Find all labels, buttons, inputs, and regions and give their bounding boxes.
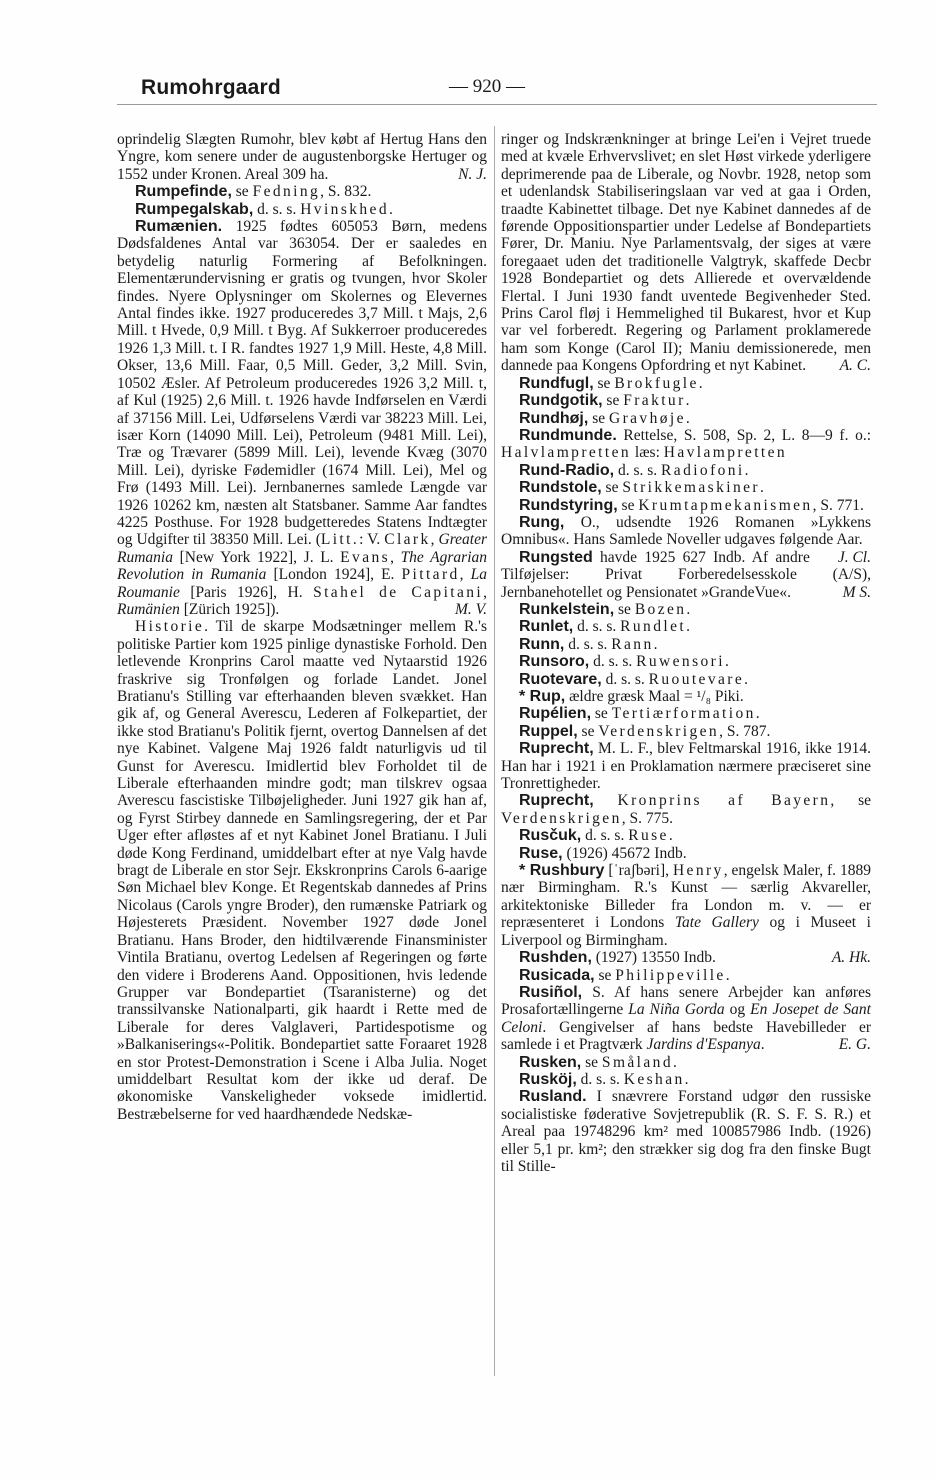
headword: Rundmunde.: [519, 426, 617, 444]
headword: Rundstole,: [519, 479, 602, 497]
entry-rumaenien-cont: ringer og Indskrænkninger at bringe Lei'en i Vejret truede med at kvæle Erhvervslivet; en slet Høst virkede yderligere deprimerende paa de Liberale, og Novbr. 1928, netop som et udenlandsk Stabiliseringslaan var ved at gaa i Orden, traadte Kabinettet tilbage. Det nye Kabinet dannedes af de førende Oppositionspartier under Ledelse af Bondepartiets Fører, Dr. Maniu. Nye Parlamentsvalg, der siges at være foregaaet uden det traditionelle Valgtryk, skaffede Decbr 1928 Bondepartiet og dets Allierede et overvældende Flertal. I Juni 1930 fandt uventede Begivenheder Sted. Prins Carol fløj i Hemmelighed til Bukarest, hvor et Kup var vel forberedt. Regering og Parlament proklamerede ham som Konge (Carol II); Maniu demissionerede, men dannede paa Kongens Opfordring et nyt Kabinet. A. C.: [501, 131, 871, 375]
section-label: Historie: [135, 618, 205, 636]
entry-rushbury: * Rushbury [ˈraʃbəri], Henry, engelsk Maler, f. 1889 nær Birmingham. R.'s Kunst — særlig Akvareller, arkitektoniske Billeder fra London m. v. — er repræsenteret i Londons Tate Gallery og i Museet i Liverpool og Birmingham.: [501, 862, 872, 949]
right-column: [501, 131, 871, 1175]
cross-reference: Fraktur: [623, 392, 686, 410]
entry-rundmunde: Rundmunde. Rettelse, S. 508, Sp. 2, L. 8—9 f. o.: Halvlampretten læs: Havlampretten: [501, 426, 871, 462]
cross-reference: Rundlet: [620, 618, 687, 636]
headword: Ruse,: [519, 844, 563, 862]
headword: Rupélien,: [519, 705, 592, 723]
headword: Rusköj,: [519, 1070, 577, 1088]
headword: * Rushbury: [519, 862, 605, 880]
entry-ruotevare: Ruotevare, d. s. s. Ruoutevare.: [519, 670, 748, 688]
headword: Runkelstein,: [519, 600, 615, 618]
entry-runkelstein: Runkelstein, se Bozen.: [519, 600, 691, 618]
entry-ruscuk: Rusčuk, d. s. s. Ruse.: [519, 827, 673, 845]
headword: Ruprecht,: [519, 792, 594, 810]
entry-runlet: Runlet, d. s. s. Rundlet.: [519, 618, 690, 636]
headword: Runsoro,: [519, 653, 590, 671]
entry-rusken: Rusken, se Småland.: [519, 1053, 677, 1071]
page-number: — 920 —: [449, 76, 525, 97]
entry-rundstole: Rundstole, se Strikkemaskiner.: [519, 479, 764, 497]
cross-reference: Krumtapmekanismen: [638, 496, 813, 514]
cross-reference: Hvinskhed: [300, 200, 389, 218]
entry-ruppel: Ruppel, se Verdenskrigen, S. 787.: [519, 722, 771, 740]
headword: Rushden,: [519, 949, 592, 967]
cross-reference: Verdenskrigen: [598, 722, 720, 740]
entry-rung: Rung, O., udsendte 1926 Romanen »Lykkens Omnibus«. Hans Samlede Noveller udgaves følgende Aar. J. Cl.: [501, 513, 871, 566]
entry-runsoro: Runsoro, d. s. s. Ruwensori.: [519, 653, 729, 671]
entry-ruse: Ruse, (1926) 45672 Indb.: [519, 844, 687, 862]
headword: Rusland.: [519, 1088, 587, 1106]
entry-rumohrgaard-cont: oprindelig Slægten Rumohr, blev købt af Hertug Hans den Yngre, kom senere under de augustenborgske Hertuger og 1552 under Kronen. Areal 309 ha. N. J.: [117, 131, 487, 183]
left-column: [117, 131, 487, 1123]
author-signature: N. J.: [458, 165, 487, 183]
cross-reference: Fedning: [252, 183, 321, 201]
entry-rundhoj: Rundhøj, se Gravhøje.: [519, 409, 690, 427]
entry-ruprecht-2: Ruprecht, Kronprins af Bayern, se Verdenskrigen, S. 775.: [501, 792, 871, 827]
headword: Rusken,: [519, 1053, 582, 1071]
headword: Rumænien.: [135, 218, 223, 236]
cross-reference: Ruse: [628, 827, 669, 845]
author-signature: J. Cl.: [837, 548, 871, 566]
entry-rupelien: Rupélien, se Tertiærformation.: [519, 705, 760, 723]
cross-reference: Keshan: [623, 1070, 685, 1088]
cross-reference: Tertiærformation: [611, 705, 756, 723]
entry-rundgotik: Rundgotik, se Fraktur.: [519, 392, 690, 410]
headword: Rumpefinde,: [135, 183, 232, 201]
headword: Ruotevare,: [519, 670, 602, 688]
cross-reference: Strikkemaskiner: [622, 479, 760, 497]
page-header: [117, 72, 877, 106]
headword: Ruprecht,: [519, 740, 594, 758]
entry-ruprecht-1: Ruprecht, M. L. F., blev Feltmarskal 1916, ikke 1914. Han har i 1921 i en Proklamation nærmere præciseret sine Tronrettigheder.: [501, 740, 871, 793]
column-divider: [494, 126, 495, 1376]
entry-rumaenien: Rumænien. 1925 fødtes 605053 Børn, medens Dødsfaldenes Antal var 363054. Der er saaledes en betydelig naturlig Formering af Befolkningen. Elementærundervisning er gratis og tvungen, hvor Skoler findes. Nyere Oplysninger om Skolernes og Elevernes Antal findes ikke. 1927 produceredes 3,7 Mill. t Majs, 2,6 Mill. t Hvede, 0,9 Mill. t Byg. Af Sukkerroer produceredes 1926 1,3 Mill. t. I R. fandtes 1927 1,9 Mill. Heste, 4,8 Mill. Okser, 13,6 Mill. Faar, 0,5 Mill. Geder, 3,2 Mill. Svin, 10502 Æsler. Af Petroleum produceredes 1926 3,2 Mill. t, af Kul (1925) 2,6 Mill. t. 1926 havde Indførselen en Værdi af 37156 Mill. Lei, Udførselens Værdi var 38223 Mill. Lei, især Korn (14090 Mill. Lei), Petroleum (9481 Mill. Lei), Træ og Trævarer (5899 Mill. Lei), levende Kvæg (3070 Mill. Lei), dyriske Fødemidler (1674 Mill. Lei), Mel og Frø (1493 Mill. Lei). Jernbanernes samlede Længde var 1926 10262 km, næsten alt Statsbaner. Samme Aar fandtes 4225 Posthuse. For 1928 budgetteredes Statens Indtægter og Udgifter til 38350 Mill. Lei. (Litt.: V. Clark, Greater Rumania [New York 1922], J. L. Evans, The Agrarian Revolution in Rumania [London 1924], E. Pittard, La Roumanie [Paris 1926], H. Stahel de Capitani, Rumänien [Zürich 1925]). M. V.: [117, 218, 488, 618]
headword: Rusicada,: [519, 966, 595, 984]
entry-rumpegalskab: Rumpegalskab, d. s. s. Hvinskhed.: [135, 200, 393, 218]
headword: Rusčuk,: [519, 827, 582, 845]
entry-rusicada: Rusicada, se Philippeville.: [519, 966, 730, 984]
headword: Rusiñol,: [519, 983, 583, 1001]
cross-reference: Ruwensori: [636, 653, 725, 671]
cross-reference: Philippeville: [615, 966, 726, 984]
headword: Rundfugl,: [519, 374, 594, 392]
headword: Rundhøj,: [519, 409, 589, 427]
entry-runn: Runn, d. s. s. Rann.: [519, 635, 658, 653]
entry-ruskoj: Rusköj, d. s. s. Keshan.: [519, 1070, 689, 1088]
running-title: Rumohrgaard: [141, 76, 281, 99]
entry-rushden: Rushden, (1927) 13550 Indb. A. Hk.: [519, 949, 871, 967]
headword: Rund-Radio,: [519, 461, 615, 479]
entry-rup: * Rup, ældre græsk Maal = ¹/₈ Piki.: [519, 688, 744, 705]
headword: * Rup,: [519, 688, 566, 705]
entry-rund-radio: Rund-Radio, d. s. s. Radiofoni.: [519, 461, 749, 479]
headword: Runlet,: [519, 618, 574, 636]
cross-reference: Radiofoni: [661, 461, 745, 479]
author-signature: M S.: [842, 583, 871, 601]
cross-reference: Gravhøje: [608, 409, 686, 427]
headword: Rumpegalskab,: [135, 200, 254, 218]
headword: Rungsted: [519, 548, 593, 566]
entry-rumaenien-historie: Historie. Til de skarpe Modsætninger mellem R.'s politiske Partier kom 1925 pinlige dynastiske Forhold. Den letlevende Kronprins Carol maatte ved Nytaarstid 1926 fraskrive sig Tronfølgen og forlade Landet. Jonel Bratianu's Stilling var efterhaanden bleven svækket. Han gik af, og General Averescu, Lederen af Folkepartiet, der ikke stod Bratianu's Politik fjernt, overtog Dannelsen af det nye Kabinet. Valgene Maj 1926 faldt naturligvis ud til Gunst for Averescu. Imidlertid blev Forholdet til de Liberale efterhaanden mindre godt; man tilskrev ogsaa Averescu fascistiske Tilbøjeligheder. Juni 1927 gik han af, og Fyrst Stirbey dannede en Samlingsregering, der et Par Uger efter afløstes af et nyt Kabinet Jonel Bratianu. I Juli døde Kong Ferdinand, umiddelbart efter at nye Valg havde bragt de Liberale en stor Sejr. Ekskronprins Carols 6-aarige Søn Michael blev Konge. Et Regentskab dannedes af Prins Nicolaus (Carols yngre Broder), den rumænske Patriark og Højesterets Præsident. November 1927 døde Jonel Bratianu. Hans Broder, den hidtilværende Finansminister Vintila Bratianu, overtog Ledelsen af Regeringen og førte den videre i Broderens Aand. Oppositionen, hvis ledende Grupper var Bondepartiet (Tsaranisterne) og det transsilvanske Nationalparti, gik haardt i Rette med de Liberale for deres Valglaveri, Partidespotisme og »Balkaniserings«-Politik. Bondepartiet satte Foraaret 1928 en stor Protest-Demonstration i Scene i Alba Julia. Noget umiddelbart Resultat kom der ikke ud deraf. De økonomiske Vanskeligheder voksede imidlertid. Bestræbelserne for ved haardhændede Nedskæ-: [117, 618, 487, 1123]
cross-reference: Verdenskrigen: [501, 809, 622, 827]
entry-rundstyring: Rundstyring, se Krumtapmekanismen, S. 771.: [519, 496, 864, 514]
author-signature: A. Hk.: [831, 949, 871, 967]
headword: Rung,: [519, 513, 565, 531]
entry-rusinol: Rusiñol, S. Af hans senere Arbejder kan anføres Prosafortællingerne La Niña Gorda og En Josepet de Sant Celoni. Gengivelser af hans bedste Havebilleder er samlede i et Pragtværk Jardins d'Espanya. E. G.: [501, 983, 871, 1054]
headword: Rundstyring,: [519, 496, 618, 514]
cross-reference: Rann: [611, 635, 654, 653]
entry-rungsted: Rungsted havde 1925 627 Indb. Af andre Tilføjelser: Privat Forberedelsesskole (A/S), Jernbanehotellet og Pensionatet »GrandeVue«. M S.: [501, 548, 871, 601]
cross-reference: Småland: [601, 1053, 673, 1071]
entry-rusland: Rusland. I snævrere Forstand udgør den russiske socialistiske føderative Sovjetrepublik (R. S. F. S. R.) et Areal paa 19748296 km² med 100857986 Indb. (1926) eller 5,1 pr. km²; den strækker sig dog fra den finske Bugt til Stille-: [501, 1088, 871, 1175]
cross-reference: Bozen: [634, 600, 687, 618]
entry-rundfugl: Rundfugl, se Brokfugle.: [519, 374, 703, 392]
cross-reference: Ruoutevare: [648, 670, 745, 688]
author-signature: M. V.: [454, 600, 487, 618]
author-signature: A. C.: [839, 357, 871, 375]
author-signature: E. G.: [838, 1036, 871, 1054]
headword: Runn,: [519, 635, 565, 653]
entry-rumpefinde: Rumpefinde, se Fedning, S. 832.: [135, 183, 372, 201]
header-rule: [117, 104, 877, 105]
headword: Rundgotik,: [519, 392, 603, 410]
headword: Ruppel,: [519, 722, 578, 740]
cross-reference: Brokfugle: [614, 374, 699, 392]
